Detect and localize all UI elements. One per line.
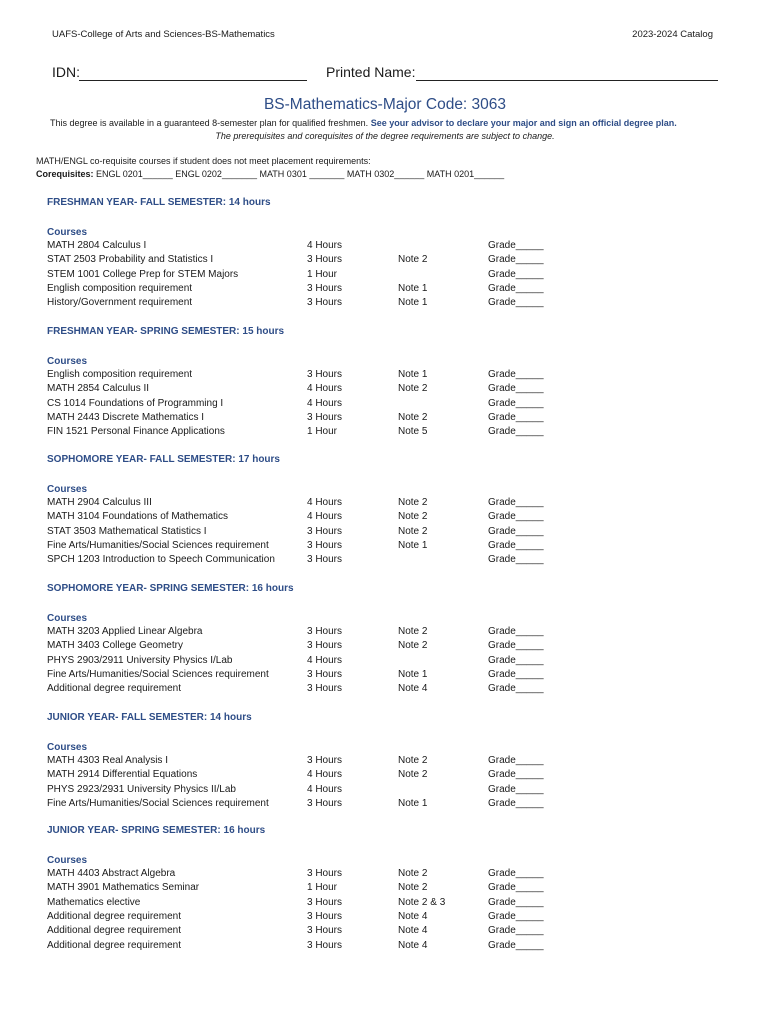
course-hours: 3 Hours	[307, 755, 343, 766]
course-grade: Grade_____	[488, 525, 544, 537]
semester-title: SOPHOMORE YEAR- FALL SEMESTER: 17 hours	[47, 454, 280, 465]
printed-name-field-line	[416, 80, 718, 81]
coreq-items: ENGL 0201______ ENGL 0202_______ MATH 0301 _______ MATH 0302______ MATH 0201______	[93, 169, 505, 179]
course-grade: Grade_____	[488, 910, 544, 922]
course-name: CS 1014 Foundations of Programming I	[47, 397, 224, 409]
intro-advisor-text: See your advisor to declare your major and sign an official degree plan.	[370, 118, 677, 128]
course-grade: Grade_____	[488, 383, 544, 395]
idn-field-line	[79, 80, 307, 81]
course-name: PHYS 2923/2931 University Physics II/Lab	[47, 783, 236, 795]
courses-heading: Courses	[47, 484, 88, 495]
course-hours: 3 Hours	[307, 640, 343, 652]
course-grade: Grade_____	[488, 882, 544, 894]
course-hours: 3 Hours	[307, 925, 343, 937]
course-note: Note 2	[398, 497, 428, 508]
course-hours: 4 Hours	[307, 783, 343, 795]
course-note: Note 4	[398, 925, 428, 937]
course-note: Note 2 & 3	[398, 896, 446, 908]
course-name: FIN 1521 Personal Finance Applications	[47, 426, 225, 438]
catalog-header-year: 2023-2024 Catalog	[632, 29, 713, 40]
course-hours: 3 Hours	[307, 554, 343, 566]
intro-line	[0, 118, 770, 128]
course-grade: Grade_____	[488, 539, 544, 551]
course-row	[0, 526, 770, 540]
course-grade: Grade_____	[488, 797, 544, 809]
course-grade: Grade_____	[488, 511, 544, 523]
course-name: STAT 2503 Probability and Statistics I	[47, 254, 214, 266]
coreq-label: Corequisites:	[36, 169, 94, 179]
page-title: BS-Mathematics-Major Code: 3063	[263, 96, 507, 113]
course-note: Note 2	[398, 411, 428, 423]
coreq-description: MATH/ENGL co-requisite courses if student does not meet placement requirements:	[36, 156, 371, 166]
course-name: History/Government requirement	[47, 297, 193, 309]
course-hours: 1 Hour	[307, 268, 338, 280]
course-note: Note 2	[398, 868, 428, 879]
course-name: MATH 2443 Discrete Mathematics I	[47, 411, 205, 423]
course-hours: 3 Hours	[307, 797, 343, 809]
course-row	[0, 511, 770, 525]
course-row	[0, 497, 770, 511]
course-row	[0, 784, 770, 798]
course-grade: Grade_____	[488, 939, 544, 951]
course-note: Note 2	[398, 525, 428, 537]
course-row	[0, 897, 770, 911]
course-note: Note 1	[398, 297, 428, 309]
course-note: Note 2	[398, 755, 428, 766]
course-hours: 4 Hours	[307, 397, 343, 409]
course-hours: 4 Hours	[307, 497, 343, 508]
semester-title: SOPHOMORE YEAR- SPRING SEMESTER: 16 hours	[47, 583, 294, 594]
course-row	[0, 412, 770, 426]
courses-heading: Courses	[47, 855, 88, 866]
course-row	[0, 554, 770, 568]
course-hours: 4 Hours	[307, 511, 343, 523]
course-name: MATH 3403 College Geometry	[47, 640, 183, 652]
course-row	[0, 626, 770, 640]
course-note: Note 1	[398, 668, 428, 680]
course-row	[0, 398, 770, 412]
course-note: Note 2	[398, 640, 428, 652]
course-grade: Grade_____	[488, 369, 544, 380]
course-name: MATH 4303 Real Analysis I	[47, 755, 168, 766]
course-name: MATH 3901 Mathematics Seminar	[47, 882, 200, 894]
courses-heading: Courses	[47, 356, 88, 367]
course-name: MATH 4403 Abstract Algebra	[47, 868, 176, 879]
course-hours: 1 Hour	[307, 426, 338, 438]
course-hours: 3 Hours	[307, 282, 343, 294]
semester-title: FRESHMAN YEAR- SPRING SEMESTER: 15 hours	[47, 326, 285, 337]
printed-name-label: Printed Name:	[326, 64, 416, 80]
course-hours: 3 Hours	[307, 626, 343, 637]
course-hours: 3 Hours	[307, 668, 343, 680]
course-name: SPCH 1203 Introduction to Speech Communication	[47, 554, 275, 566]
course-row	[0, 540, 770, 554]
course-note: Note 2	[398, 769, 428, 781]
course-hours: 3 Hours	[307, 910, 343, 922]
course-note: Note 4	[398, 939, 428, 951]
course-grade: Grade_____	[488, 896, 544, 908]
course-name: MATH 2914 Differential Equations	[47, 769, 198, 781]
course-row	[0, 940, 770, 954]
course-grade: Grade_____	[488, 397, 544, 409]
course-note: Note 4	[398, 910, 428, 922]
course-row	[0, 769, 770, 783]
course-grade: Grade_____	[488, 868, 544, 879]
course-note: Note 2	[398, 511, 428, 523]
course-name: STAT 3503 Mathematical Statistics I	[47, 525, 207, 537]
course-note: Note 5	[398, 426, 428, 438]
course-row	[0, 911, 770, 925]
course-name: English composition requirement	[47, 282, 193, 294]
id-line	[52, 64, 718, 84]
course-row	[0, 755, 770, 769]
course-row	[0, 798, 770, 812]
course-row	[0, 426, 770, 440]
semester-title: JUNIOR YEAR- SPRING SEMESTER: 16 hours	[47, 825, 266, 836]
course-note: Note 2	[398, 626, 428, 637]
course-name: STEM 1001 College Prep for STEM Majors	[47, 268, 239, 280]
courses-heading: Courses	[47, 227, 88, 238]
course-name: MATH 2804 Calculus I	[47, 240, 147, 251]
course-hours: 3 Hours	[307, 411, 343, 423]
course-name: MATH 2904 Calculus III	[47, 497, 152, 508]
course-row	[0, 297, 770, 311]
course-name: Additional degree requirement	[47, 939, 181, 951]
course-row	[0, 655, 770, 669]
course-row	[0, 868, 770, 882]
coreq-line	[36, 169, 504, 179]
course-row	[0, 240, 770, 254]
course-hours: 4 Hours	[307, 240, 343, 251]
course-grade: Grade_____	[488, 769, 544, 781]
course-name: Additional degree requirement	[47, 910, 181, 922]
course-name: Additional degree requirement	[47, 925, 181, 937]
courses-heading: Courses	[47, 742, 88, 753]
course-row	[0, 925, 770, 939]
course-grade: Grade_____	[488, 426, 544, 438]
course-row	[0, 269, 770, 283]
course-grade: Grade_____	[488, 783, 544, 795]
course-row	[0, 283, 770, 297]
course-hours: 3 Hours	[307, 939, 343, 951]
course-grade: Grade_____	[488, 282, 544, 294]
prerequisite-notice: The prerequisites and corequisites of the degree requirements are subject to change.	[215, 131, 555, 141]
semester-title: JUNIOR YEAR- FALL SEMESTER: 14 hours	[47, 712, 252, 723]
course-row	[0, 254, 770, 268]
course-row	[0, 369, 770, 383]
course-row	[0, 882, 770, 896]
course-grade: Grade_____	[488, 654, 544, 666]
course-grade: Grade_____	[488, 683, 544, 695]
course-grade: Grade_____	[488, 554, 544, 566]
course-row	[0, 383, 770, 397]
course-note: Note 2	[398, 383, 428, 395]
course-row	[0, 683, 770, 697]
course-hours: 1 Hour	[307, 882, 338, 894]
course-note: Note 1	[398, 539, 428, 551]
course-hours: 3 Hours	[307, 868, 343, 879]
course-hours: 4 Hours	[307, 769, 343, 781]
course-grade: Grade_____	[488, 925, 544, 937]
course-grade: Grade_____	[488, 297, 544, 309]
course-grade: Grade_____	[488, 240, 544, 251]
course-grade: Grade_____	[488, 668, 544, 680]
catalog-header-program: UAFS-College of Arts and Sciences-BS-Mathematics	[52, 29, 275, 40]
course-hours: 3 Hours	[307, 297, 343, 309]
course-note: Note 1	[398, 369, 428, 380]
course-name: MATH 2854 Calculus II	[47, 383, 150, 395]
course-hours: 3 Hours	[307, 525, 343, 537]
course-grade: Grade_____	[488, 755, 544, 766]
course-row	[0, 669, 770, 683]
courses-heading: Courses	[47, 613, 88, 624]
course-name: MATH 3104 Foundations of Mathematics	[47, 511, 229, 523]
course-hours: 3 Hours	[307, 683, 343, 695]
course-grade: Grade_____	[488, 626, 544, 637]
course-note: Note 1	[398, 797, 428, 809]
course-name: Additional degree requirement	[47, 683, 181, 695]
course-grade: Grade_____	[488, 254, 544, 266]
course-note: Note 4	[398, 683, 428, 695]
course-note: Note 1	[398, 282, 428, 294]
course-name: English composition requirement	[47, 369, 193, 380]
course-hours: 4 Hours	[307, 654, 343, 666]
course-hours: 3 Hours	[307, 896, 343, 908]
course-name: Fine Arts/Humanities/Social Sciences requirement	[47, 797, 269, 809]
intro-plain-text: This degree is available in a guaranteed 8-semester plan for qualified freshmen.	[50, 118, 371, 128]
semester-title: FRESHMAN YEAR- FALL SEMESTER: 14 hours	[47, 197, 271, 208]
course-hours: 3 Hours	[307, 254, 343, 266]
course-grade: Grade_____	[488, 640, 544, 652]
course-name: Fine Arts/Humanities/Social Sciences requirement	[47, 668, 269, 680]
course-hours: 4 Hours	[307, 383, 343, 395]
course-grade: Grade_____	[488, 411, 544, 423]
course-name: MATH 3203 Applied Linear Algebra	[47, 626, 203, 637]
course-note: Note 2	[398, 254, 428, 266]
course-name: Fine Arts/Humanities/Social Sciences requirement	[47, 539, 269, 551]
course-hours: 3 Hours	[307, 369, 343, 380]
idn-label: IDN:	[52, 64, 80, 80]
course-name: PHYS 2903/2911 University Physics I/Lab	[47, 654, 233, 666]
course-row	[0, 640, 770, 654]
course-note: Note 2	[398, 882, 428, 894]
course-grade: Grade_____	[488, 268, 544, 280]
course-grade: Grade_____	[488, 497, 544, 508]
course-hours: 3 Hours	[307, 539, 343, 551]
course-name: Mathematics elective	[47, 896, 141, 908]
